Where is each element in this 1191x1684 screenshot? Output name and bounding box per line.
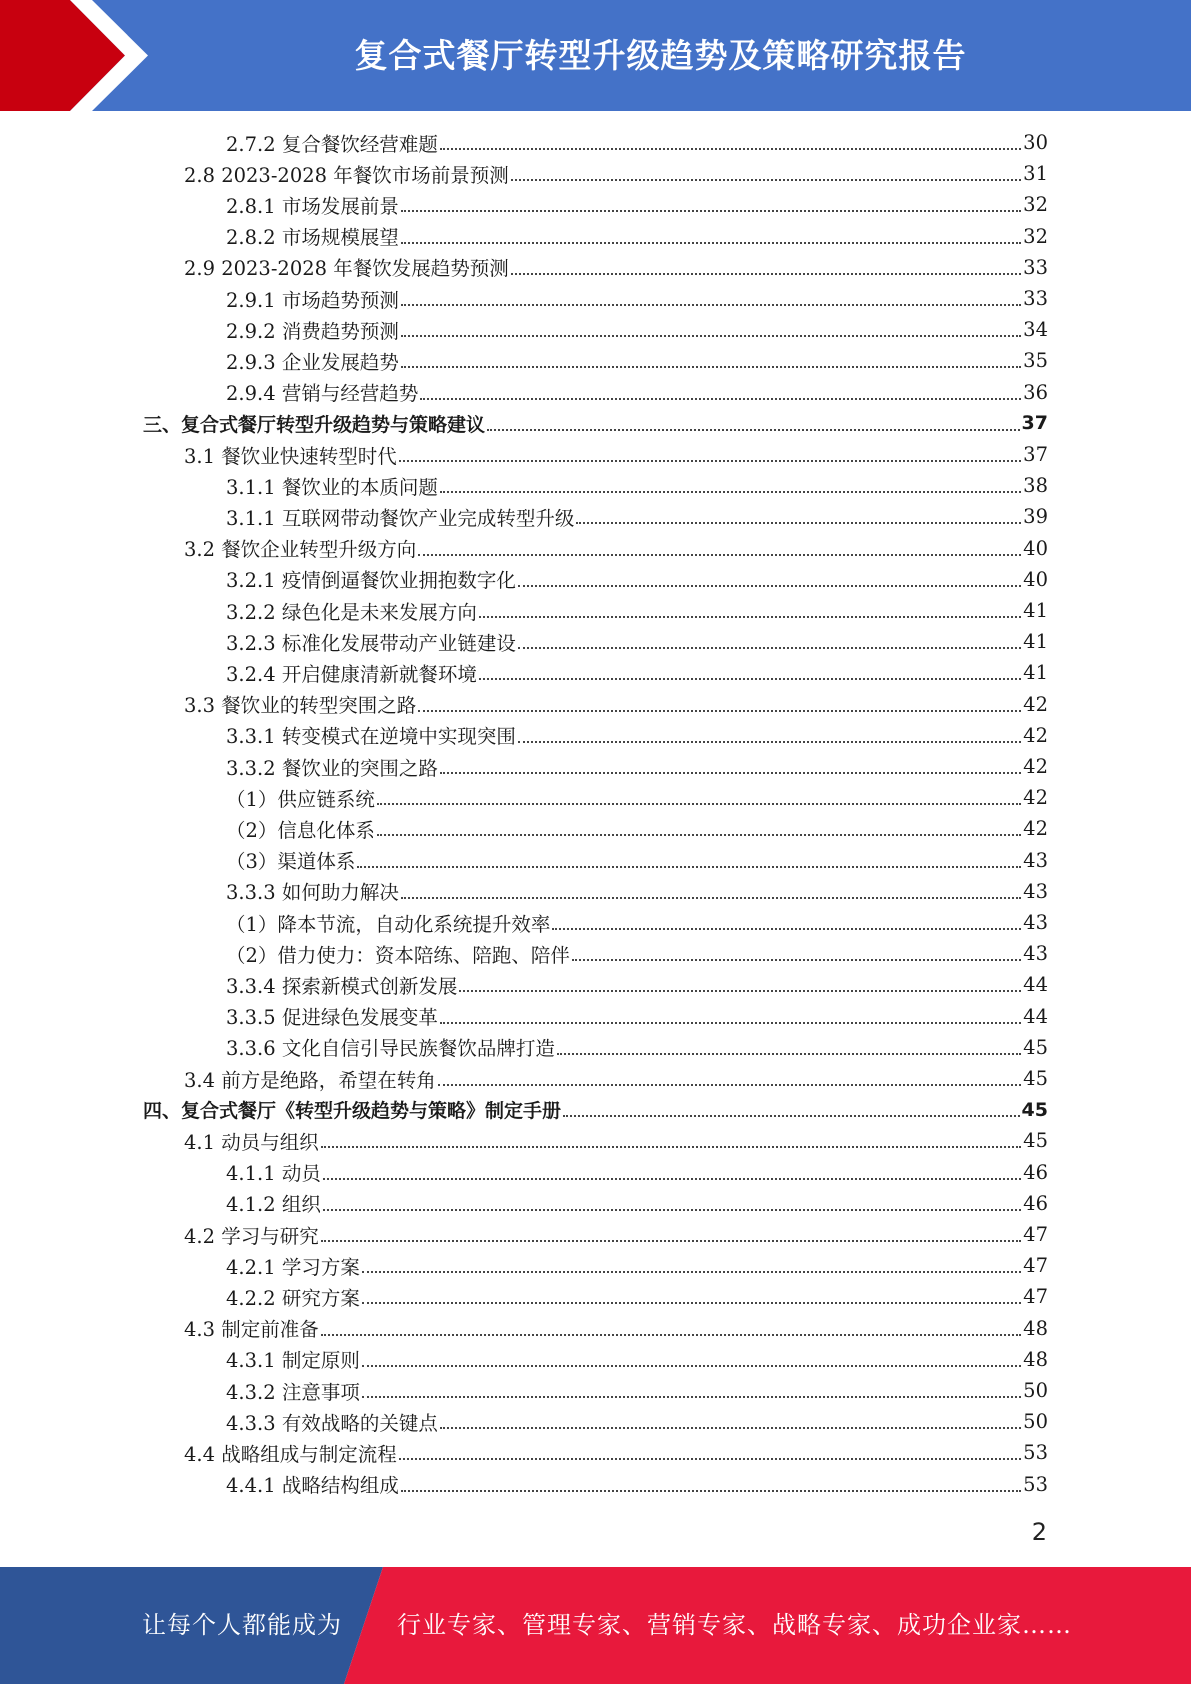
toc-entry[interactable] [226,1250,1048,1281]
toc-entry-page: 47 [1023,1254,1048,1278]
toc-entry[interactable] [184,1125,1048,1156]
toc-entry[interactable] [226,845,1048,876]
toc-dot-leader [518,647,1021,649]
toc-entry-title: 4.1.2 组织 [226,1193,321,1217]
toc-entry-title: 4.2 学习与研究 [184,1224,319,1248]
toc-entry-page: 47 [1023,1223,1048,1246]
toc-entry-title: 2.8 2023-2028 年餐饮市场前景预测 [184,163,509,187]
toc-entry-title: 3.2.1 疫情倒逼餐饮业拥抱数字化 [226,569,516,593]
toc-entry[interactable] [226,564,1048,595]
toc-entry-page: 43 [1023,942,1048,966]
toc-entry[interactable] [226,1281,1048,1312]
toc-entry-page: 42 [1023,723,1048,747]
toc-entry-page: 53 [1023,1472,1048,1496]
toc-entry-page: 41 [1023,661,1048,685]
toc-entry-title: 4.2.2 研究方案 [226,1286,360,1310]
page-footer [0,1567,1191,1684]
toc-entry-title: 2.9.3 企业发展趋势 [226,350,399,374]
toc-dot-leader [323,1209,1021,1211]
toc-dot-leader [438,1084,1021,1086]
toc-dot-leader [418,554,1021,556]
toc-dot-leader [511,273,1021,275]
toc-entry[interactable] [226,1157,1048,1188]
toc-entry[interactable] [226,127,1048,158]
toc-entry-title: 2.9.2 消费趋势预测 [226,319,399,343]
toc-entry-page: 40 [1023,536,1048,560]
toc-entry[interactable] [226,626,1048,657]
toc-entry-page: 39 [1023,505,1048,529]
toc-dot-leader [401,335,1021,337]
toc-entry-title: 2.9.1 市场趋势预测 [226,288,399,312]
toc-entry-title: （1）供应链系统 [226,787,375,811]
toc-entry-title: 3.3.6 文化自信引导民族餐饮品牌打造 [226,1037,555,1061]
toc-entry-page: 43 [1023,911,1048,934]
toc-dot-leader [511,179,1021,181]
toc-entry-page: 31 [1023,162,1048,186]
toc-dot-leader [362,1302,1021,1304]
toc-entry[interactable] [226,1032,1048,1063]
toc-entry-page: 42 [1023,692,1048,716]
toc-dot-leader [401,304,1021,306]
toc-entry[interactable] [226,969,1048,1000]
toc-entry-page: 42 [1023,755,1048,778]
toc-dot-leader [440,148,1021,150]
toc-dot-leader [357,866,1021,868]
toc-entry-page: 34 [1023,318,1048,342]
toc-entry-title: 3.3.4 探索新模式创新发展 [226,974,458,998]
toc-dot-leader [563,1115,1020,1117]
toc-dot-leader [362,1271,1021,1273]
toc-entry[interactable] [226,907,1048,938]
toc-entry[interactable] [184,252,1048,283]
toc-dot-leader [321,1334,1021,1336]
toc-entry-page: 41 [1023,630,1048,654]
toc-entry[interactable] [226,1188,1048,1219]
toc-dot-leader [321,1240,1021,1242]
toc-dot-leader [377,803,1021,805]
toc-entry-title: 2.8.2 市场规模展望 [226,226,399,250]
toc-entry-page: 46 [1023,1160,1048,1184]
toc-entry-title: 4.2.1 学习方案 [226,1255,360,1279]
toc-entry[interactable] [226,345,1048,376]
toc-entry-title: 3.3.1 转变模式在逆境中实现突围 [226,725,516,749]
toc-entry-title: 3.1.1 餐饮业的本质问题 [226,475,438,499]
toc-entry[interactable] [184,439,1048,470]
toc-entry[interactable] [226,470,1048,501]
toc-entry-title: （2）信息化体系 [226,818,375,842]
page-number: 2 [1031,1518,1047,1546]
toc-entry-page: 42 [1023,786,1048,810]
toc-dot-leader [401,1490,1021,1492]
toc-entry-page: 33 [1023,287,1048,310]
toc-entry-page: 32 [1023,224,1048,248]
toc-entry-title: （2）借力使力：资本陪练、陪跑、陪伴 [226,943,570,967]
toc-dot-leader [377,834,1021,836]
toc-entry[interactable] [226,938,1048,969]
toc-dot-leader [401,897,1021,899]
toc-entry[interactable] [143,1094,1048,1125]
toc-entry-page: 43 [1023,848,1048,872]
toc-entry-title: 3.3 餐饮业的转型突围之路 [184,694,417,718]
toc-entry-page: 35 [1023,349,1048,373]
toc-entry-page: 37 [1021,412,1048,435]
toc-entry-title: 3.3.5 促进绿色发展变革 [226,1006,438,1030]
toc-dot-leader [518,585,1021,587]
toc-entry-title: 2.7.2 复合餐饮经营难题 [226,132,438,156]
toc-entry-page: 46 [1023,1191,1048,1215]
toc-dot-leader [420,398,1021,400]
toc-entry-title: 3.2 餐饮企业转型升级方向 [184,538,417,562]
toc-dot-leader [552,928,1021,930]
toc-entry-page: 53 [1023,1441,1048,1465]
toc-entry[interactable] [226,189,1048,220]
footer-slogan-right: 行业专家、管理专家、营销专家、战略专家、成功企业家…… [397,1611,1072,1639]
toc-dot-leader [401,366,1021,368]
toc-entry-page: 41 [1023,599,1048,622]
toc-dot-leader [321,1146,1021,1148]
toc-dot-leader [557,1053,1021,1055]
toc-entry[interactable] [226,1001,1048,1032]
toc-entry-title: 4.3 制定前准备 [184,1318,319,1342]
toc-entry-page: 50 [1023,1379,1048,1402]
toc-entry[interactable] [143,408,1048,439]
toc-entry-page: 44 [1023,1004,1048,1028]
toc-entry-title: 4.3.3 有效战略的关键点 [226,1411,438,1435]
toc-entry-page: 42 [1023,817,1048,841]
toc-entry-title: 4.3.1 制定原则 [226,1349,360,1373]
toc-entry[interactable] [226,1406,1048,1437]
toc-entry-title: 四、复合式餐厅《转型升级趋势与策略》制定手册 [143,1100,562,1123]
toc-entry[interactable] [184,533,1048,564]
toc-dot-leader [479,616,1021,618]
toc-dot-leader [479,678,1021,680]
toc-entry[interactable] [226,1469,1048,1500]
toc-entry[interactable] [226,377,1048,408]
toc-entry-title: 3.2.3 标准化发展带动产业链建设 [226,631,516,655]
toc-dot-leader [440,1022,1021,1024]
toc-entry[interactable] [226,657,1048,688]
toc-entry-title: 2.9 2023-2028 年餐饮发展趋势预测 [184,257,509,281]
toc-entry[interactable] [226,1375,1048,1406]
toc-entry[interactable] [226,595,1048,626]
toc-dot-leader [487,429,1020,431]
toc-dot-leader [440,491,1021,493]
toc-entry[interactable] [184,689,1048,720]
toc-entry[interactable] [184,1437,1048,1468]
toc-entry-title: 4.1 动员与组织 [184,1130,319,1154]
toc-entry-title: 2.9.4 营销与经营趋势 [226,382,419,406]
toc-entry-page: 43 [1023,879,1048,903]
toc-entry[interactable] [226,751,1048,782]
toc-entry-title: 4.1.1 动员 [226,1162,321,1186]
toc-entry-page: 45 [1023,1067,1048,1090]
page-header [0,0,1191,111]
toc-dot-leader [401,210,1021,212]
toc-entry-page: 45 [1023,1129,1048,1153]
toc-entry-page: 40 [1023,567,1048,591]
toc-entry-page: 45 [1023,1035,1048,1059]
toc-entry-title: （1）降本节流，自动化系统提升效率 [226,912,551,936]
toc-entry[interactable] [184,158,1048,189]
toc-dot-leader [576,522,1021,524]
toc-entry-title: 3.2.2 绿色化是未来发展方向 [226,600,477,624]
toc-dot-leader [459,990,1021,992]
toc-entry[interactable] [184,1313,1048,1344]
toc-dot-leader [418,710,1021,712]
toc-dot-leader [401,242,1021,244]
toc-entry-page: 33 [1023,255,1048,279]
toc-dot-leader [323,1178,1021,1180]
toc-entry-title: 4.4 战略组成与制定流程 [184,1442,397,1466]
toc-entry-title: 3.3.3 如何助力解决 [226,881,399,905]
toc-entry-page: 30 [1023,131,1048,154]
toc-entry[interactable] [226,782,1048,813]
toc-entry[interactable] [226,501,1048,532]
toc-entry-title: 4.3.2 注意事项 [226,1380,360,1404]
toc-entry[interactable] [226,720,1048,751]
toc-dot-leader [399,460,1021,462]
toc-entry-page: 48 [1023,1316,1048,1340]
toc-entry-title: 4.4.1 战略结构组成 [226,1474,399,1498]
toc-entry-title: 3.1 餐饮业快速转型时代 [184,444,397,468]
toc-entry[interactable] [226,314,1048,345]
toc-entry-title: 3.3.2 餐饮业的突围之路 [226,756,438,780]
toc-entry-page: 37 [1023,443,1048,466]
toc-entry-page: 50 [1023,1410,1048,1434]
toc-entry[interactable] [226,813,1048,844]
toc-entry-title: （3）渠道体系 [226,850,356,874]
toc-entry-page: 47 [1023,1285,1048,1309]
toc-entry-page: 44 [1023,973,1048,997]
toc-entry[interactable] [226,1344,1048,1375]
document-title: 复合式餐厅转型升级趋势及策略研究报告 [354,36,967,75]
toc-entry-title: 三、复合式餐厅转型升级趋势与策略建议 [143,413,486,436]
toc-entry-page: 36 [1023,380,1048,404]
toc-entry[interactable] [226,221,1048,252]
toc-dot-leader [362,1396,1021,1398]
toc-entry-title: 3.4 前方是绝路，希望在转角 [184,1068,436,1092]
toc-entry-title: 3.2.4 开启健康清新就餐环境 [226,662,477,686]
toc-entry-page: 38 [1023,474,1048,498]
toc-dot-leader [399,1458,1021,1460]
toc-entry[interactable] [184,1063,1048,1094]
toc-entry[interactable] [184,1219,1048,1250]
toc-entry-page: 32 [1023,193,1048,217]
toc-entry-page: 45 [1021,1098,1048,1121]
toc-dot-leader [362,1365,1021,1367]
toc-dot-leader [518,741,1021,743]
toc-entry-title: 2.8.1 市场发展前景 [226,194,399,218]
toc-dot-leader [440,772,1021,774]
toc-dot-leader [572,959,1021,961]
toc-dot-leader [440,1427,1021,1429]
header-arrow-decoration [0,0,160,111]
toc-entry[interactable] [226,876,1048,907]
toc-entry-title: 3.1.1 互联网带动餐饮产业完成转型升级 [226,506,575,530]
footer-slogan-left: 让每个人都能成为 [142,1611,342,1639]
toc-entry-page: 48 [1023,1347,1048,1371]
toc-entry[interactable] [226,283,1048,314]
